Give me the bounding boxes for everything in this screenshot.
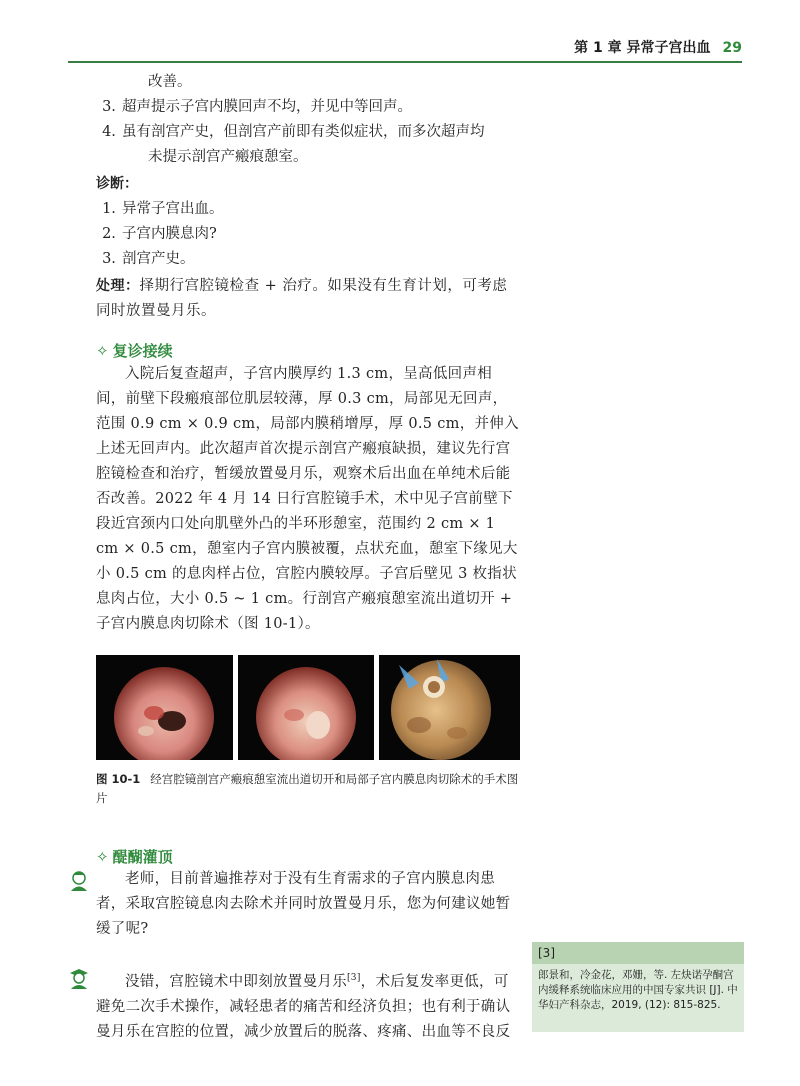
question-paragraph: 老师，目前普遍推荐对于没有生育需求的子宫内膜息肉患者，采取宫腔镜息肉去除术并同时放置曼月乐，您为何建议她暂缓了呢?: [96, 871, 511, 937]
followup-paragraph: 入院后复查超声，子宫内膜厚约 1.3 cm，呈高低回声相间，前壁下段瘢痕部位肌层较薄，厚 0.3 cm，局部见无回声，范围 0.9 cm × 0.9 cm，局部内膜稍增厚，厚 0.5 cm，并伸入上述无回声内。此次超声首次提示剖宫产瘢痕缺损，建议先行宫腔镜检查和治疗，暂缓放置曼月乐，观察术后出血在单纯术后能否改善。2022 年 4 月 14 日行宫腔镜手术，术中见子宫前壁下段近宫颈内口处向肌壁外凸的半环形憩室，范围约 2 cm × 1 cm × 0.5 cm，憩室内子宫内膜被覆，点状充血，憩室下缘见大小 0.5 cm 的息肉样占位，宫腔内膜较厚。子宫后壁见 3 枚指状息肉占位，大小 0.5 ~ 1 cm。行剖宫产瘢痕憩室流出道切开 + 子宫内膜息肉切除术（图 10-1）。: [96, 366, 519, 632]
treatment-text: 择期行宫腔镜检查 + 治疗。如果没有生育计划，可考虑同时放置曼月乐。: [96, 278, 508, 319]
reference-sidebox: [532, 942, 744, 1032]
figure-caption-text: 经宫腔镜剖宫产瘢痕憩室流出道切开和局部子宫内膜息肉切除术的手术图片: [96, 772, 519, 805]
diamond-outline-icon: ✧: [96, 342, 109, 360]
section-title-insight: ✧ 醍醐灌顶: [96, 848, 173, 866]
hysteroscopy-figure: [96, 655, 520, 760]
hysteroscopy-photo-3: [379, 655, 520, 760]
diagnosis-item: 1. 异常子宫出血。: [102, 201, 224, 217]
teacher-avatar-icon: [68, 968, 90, 990]
diagnosis-label: 诊断：: [96, 176, 138, 192]
answer-body: [96, 966, 520, 1045]
page-number: 29: [722, 40, 742, 56]
hysteroscopy-photo-2: [238, 655, 374, 760]
case-findings-list: [96, 70, 520, 324]
treatment-label: 处理：: [96, 278, 140, 294]
list-item: 3. 超声提示子宫内膜回声不均，并见中等回声。: [102, 99, 412, 115]
section-title-followup: ✧ 复诊接续: [96, 342, 173, 360]
list-item: 4. 虽有剖宫产史，但剖宫产前即有类似症状，而多次超声均: [102, 124, 485, 140]
diamond-outline-icon: ✧: [96, 848, 109, 866]
header-rule: [68, 61, 742, 63]
reference-tag: [3]: [532, 942, 744, 964]
citation-ref: [3]: [347, 973, 361, 983]
treatment-paragraph: [96, 274, 520, 324]
diagnosis-item: 2. 子宫内膜息肉?: [102, 226, 217, 242]
reference-text: 郎景和，冷金花，邓姗，等. 左炔诺孕酮宫内缓释系统临床应用的中国专家共识 [J]. 中华妇产科杂志，2019, (12): 815-825.: [538, 969, 738, 1011]
hysteroscopy-photo-1: [96, 655, 233, 760]
list-item: 未提示剖宫产瘢痕憩室。: [148, 149, 308, 165]
list-item: 改善。: [148, 74, 192, 90]
running-header: [0, 0, 800, 64]
figure-label: 图 10-1: [96, 772, 141, 786]
chapter-header: [574, 37, 742, 57]
question-body: [96, 867, 520, 942]
figure-caption: [96, 770, 522, 808]
student-avatar-icon: [68, 870, 90, 892]
chapter-title: 第 1 章 异常子宫出血: [574, 40, 711, 56]
diagnosis-item: 3. 剖宫产史。: [102, 251, 195, 267]
followup-body: [96, 362, 520, 637]
answer-paragraph: 没错，宫腔镜术中即刻放置曼月乐[3]，术后复发率更低，可避免二次手术操作，减轻患者的痛苦和经济负担；也有利于确认曼月乐在宫腔的位置，减少放置后的脱落、疼痛、出血等不良反: [96, 973, 511, 1040]
